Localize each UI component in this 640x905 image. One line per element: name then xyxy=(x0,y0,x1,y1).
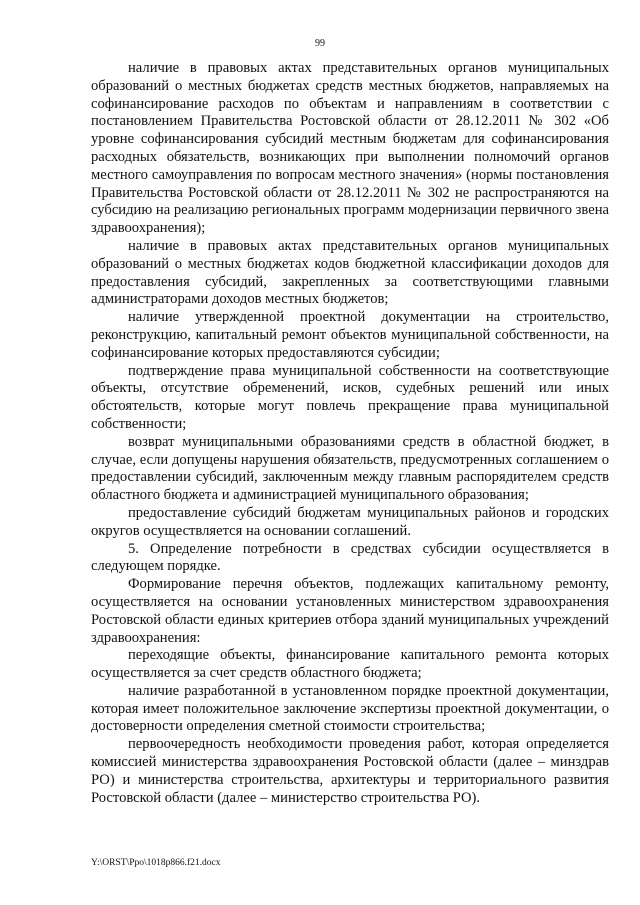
paragraph: наличие разработанной в установленном порядке проектной документации, которая имеет положительное заключение экспертизы проектной документации, о достоверности определения сметной стоимости строительства; xyxy=(91,682,609,735)
paragraph: первоочередность необходимости проведения работ, которая определяется комиссией министерства здравоохранения Ростовской области (далее – минздрав РО) и министерства строительства, архитектуры и территориального развития Ростовской области (далее – министерство строительства РО). xyxy=(91,736,609,806)
paragraph: наличие в правовых актах представительных органов муниципальных образований о местных бюджетах средств местных бюджетов, направляемых на софинансирование расходов по объектам и направлениям в соответствии с постановлением Правительства Ростовской области от 28.12.2011 № 302 «Об уровне софинансирования субсидий местным бюджетам для софинансирования расходных обязательств, возникающих при выполнении полномочий органов местного самоуправления по вопросам местного значения» (нормы постановления Правительства Ростовской области от 28.12.2011 № 302 не распространяются на субсидию на реализацию региональных программ модернизации первичного звена здравоохранения); xyxy=(91,60,609,237)
page-number: 99 xyxy=(315,38,325,49)
paragraph: предоставление субсидий бюджетам муниципальных районов и городских округов осуществляется на основании соглашений. xyxy=(91,504,609,539)
paragraph: наличие в правовых актах представительных органов муниципальных образований о местных бюджетах кодов бюджетной классификации доходов для предоставления субсидий, закрепленных за соответствующими главными администраторами доходов местных бюджетов; xyxy=(91,237,609,308)
paragraph: переходящие объекты, финансирование капитального ремонта которых осуществляется за счет средств областного бюджета; xyxy=(91,647,609,682)
paragraph: Формирование перечня объектов, подлежащих капитальному ремонту, осуществляется на основании установленных министерством здравоохранения Ростовской области единых критериев отбора зданий муниципальных учреждений здравоохранения: xyxy=(91,576,609,646)
document-body xyxy=(91,60,609,807)
paragraph: 5. Определение потребности в средствах субсидии осуществляется в следующем порядке. xyxy=(91,540,609,575)
paragraph: возврат муниципальными образованиями средств в областной бюджет, в случае, если допущены нарушения обязательств, предусмотренных соглашением о предоставлении субсидий, заключенным между главным распорядителем средств областного бюджета и администрацией муниципального образования; xyxy=(91,433,609,504)
footer-file-path: Y:\ORST\Ppo\1018p866.f21.docx xyxy=(91,858,221,868)
paragraph: наличие утвержденной проектной документации на строительство, реконструкцию, капитальный ремонт объектов муниципальной собственности, на софинансирование которых предоставляются субсидии; xyxy=(91,309,609,361)
paragraph: подтверждение права муниципальной собственности на соответствующие объекты, отсутствие обременений, исков, судебных решений или иных обстоятельств, которые могут повлечь прекращение права муниципальной собственности; xyxy=(91,362,609,432)
